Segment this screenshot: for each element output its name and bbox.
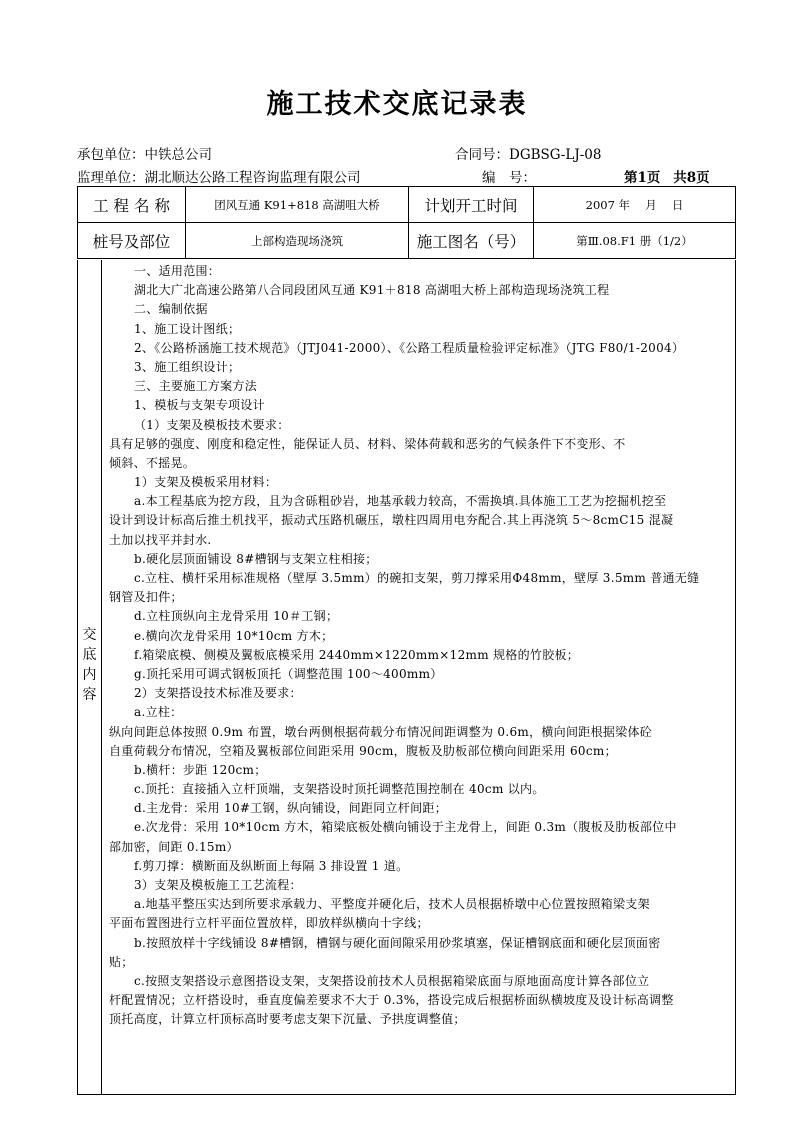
content-line: 2）支架搭设技术标准及要求： (134, 686, 302, 701)
content-line: e.次龙骨：采用 10*10cm 方木，箱梁底板处横向铺设于主龙骨上，间距 0.3m（腹板及肋板部位中 (134, 820, 677, 835)
supervisor-label: 监理单位： (77, 170, 145, 186)
content-line: 2、《公路桥涵施工技术规范》（JTJ041-2000）、《公路工程质量检验评定标准》（JTG F80/1-2004） (134, 340, 685, 355)
content-line: 贴； (109, 954, 134, 969)
content-line: 1、施工设计图纸； (134, 321, 241, 336)
side-char: 内 (82, 667, 97, 683)
content-line: g.顶托采用可调式钢板顶托（调整范围 100～400mm） (134, 666, 443, 681)
contract-no-value: DGBSG-LJ-08 (509, 147, 602, 163)
supervisor-value: 湖北顺达公路工程咨询监理有限公司 (144, 170, 361, 186)
side-char: 底 (82, 647, 97, 663)
page-total: 共8页 (673, 170, 710, 186)
content-line: 3、施工组织设计； (134, 359, 241, 374)
station-value: 上部构造现场浇筑 (186, 223, 409, 259)
side-char: 容 (82, 687, 97, 703)
content-line: （1）支架及模板技术要求： (134, 417, 290, 432)
content-line: 钢管及扣件； (109, 590, 183, 605)
contract-no-label: 合同号： (455, 147, 509, 163)
content-box (77, 260, 736, 1095)
content-line: f.箱梁底模、侧模及翼板底模采用 2440mm×1220mm×12mm 规格的竹胶板； (134, 647, 580, 662)
content-line: b.横杆：步距 120cm； (134, 762, 267, 777)
start-time-label: 计划开工时间 (409, 187, 534, 223)
content-line: 土加以找平并封水. (109, 532, 212, 547)
content-line: c.顶托：直接插入立杆顶端，支架搭设时顶托调整范围控制在 40cm 以内。 (134, 782, 545, 797)
side-char: 交 (82, 627, 97, 643)
content-line: 杆配置情况；立杆搭设时，垂直度偏差要求不大于 0.3%，搭设完成后根据桥面纵横坡度及设计标高调整 (109, 993, 674, 1008)
contractor-label: 承包单位： (77, 147, 145, 163)
content-line: 倾斜、不摇晃。 (109, 455, 196, 470)
header-table (77, 186, 736, 259)
content-line: 纵向间距总体按照 0.9m 布置，墩台两侧根据荷载分布情况间距调整为 0.6m，横向间距根据梁体砼 (109, 724, 653, 739)
content-line: 1）支架及模板采用材料： (134, 475, 278, 490)
project-name-value: 团风互通 K91+818 高湖咀大桥 (186, 187, 409, 223)
drawing-label: 施工图名（号） (409, 223, 534, 259)
contractor-row (77, 143, 212, 163)
header-row-1 (78, 187, 736, 223)
content-line: 湖北大广北高速公路第八合同段团风互通 K91＋818 高湖咀大桥上部构造现场浇筑工程 (134, 283, 610, 298)
content-line: 三、主要施工方案方法 (134, 379, 258, 394)
content-line: 二、编制依据 (134, 302, 208, 317)
project-name-label: 工 程 名 称 (78, 187, 186, 223)
number-label: 编 号： (482, 170, 536, 186)
content-line: b.按照放样十字线铺设 8#槽钢，槽钢与硬化面间隙采用砂浆填塞，保证槽钢底面和硬化层顶面密 (134, 935, 661, 950)
content-line: a.本工程基底为挖方段，且为含砾粗砂岩，地基承载力较高，不需换填.具体施工工艺为挖掘机挖至 (134, 494, 667, 509)
content-line: 设计到设计标高后推土机找平，振动式压路机碾压，墩柱四周用电夯配合.其上再浇筑 5～8cmC15 混凝 (109, 513, 674, 528)
content-line: c.按照支架搭设示意图搭设支架，支架搭设前技术人员根据箱梁底面与原地面高度计算各部位立 (134, 973, 650, 988)
content-line: c.立柱、横杆采用标准规格（壁厚 3.5mm）的碗扣支架，剪刀撑采用Φ48mm，壁厚 3.5mm 普通无缝 (134, 571, 700, 585)
contractor-value: 中铁总公司 (144, 147, 212, 163)
content-line: e.横向次龙骨采用 10*10cm 方木； (134, 628, 334, 643)
content-line: 自重荷载分布情况，空箱及翼板部位间距采用 90cm，腹板及肋板部位横向间距采用 60cm； (109, 743, 617, 758)
station-label: 桩号及部位 (78, 223, 186, 259)
drawing-value: 第Ⅲ.08.F1 册（1/2） (534, 223, 736, 259)
content-line: 3）支架及模板施工工艺流程： (134, 878, 302, 892)
content-line: 平面布置图进行立杆平面位置放样，即放样纵横向十字线； (109, 916, 429, 931)
content-text (109, 262, 731, 1030)
page-indicator (624, 166, 710, 186)
page-number: 第1页 (624, 170, 661, 186)
side-label (78, 625, 101, 705)
content-line: a.立柱： (134, 705, 183, 720)
page-title: 施工技术交底记录表 (266, 89, 528, 120)
content-line: d.主龙骨：采用 10#工钢，纵向铺设，间距同立杆间距； (134, 801, 448, 816)
content-line: 1、模板与支架专项设计 (134, 398, 265, 413)
content-line: f.剪刀撑：横断面及纵断面上每隔 3 排设置 1 道。 (134, 858, 409, 873)
start-time-value: 2007 年 月 日 (534, 187, 736, 223)
side-column (78, 260, 102, 1094)
supervisor-row (77, 166, 361, 186)
content-line: 一、适用范围： (134, 264, 221, 278)
content-line: b.硬化层顶面铺设 8#槽钢与支架立柱相接； (134, 551, 378, 566)
content-line: 部加密，间距 0.15m） (109, 839, 239, 854)
content-line: 具有足够的强度、刚度和稳定性，能保证人员、材料、梁体荷载和恶劣的气候条件下不变形、不 (109, 436, 626, 451)
content-line: a.地基平整压实达到所要求承载力、平整度并硬化后，技术人员根据桥墩中心位置按照箱梁支架 (134, 897, 650, 912)
content-line: 顶托高度，计算立杆顶标高时要考虑支架下沉量、予拱度调整值； (109, 1012, 466, 1027)
header-row-2 (78, 223, 736, 259)
contract-no-row (455, 143, 602, 163)
content-line: d.立柱顶纵向主龙骨采用 10＃工钢； (134, 609, 339, 624)
